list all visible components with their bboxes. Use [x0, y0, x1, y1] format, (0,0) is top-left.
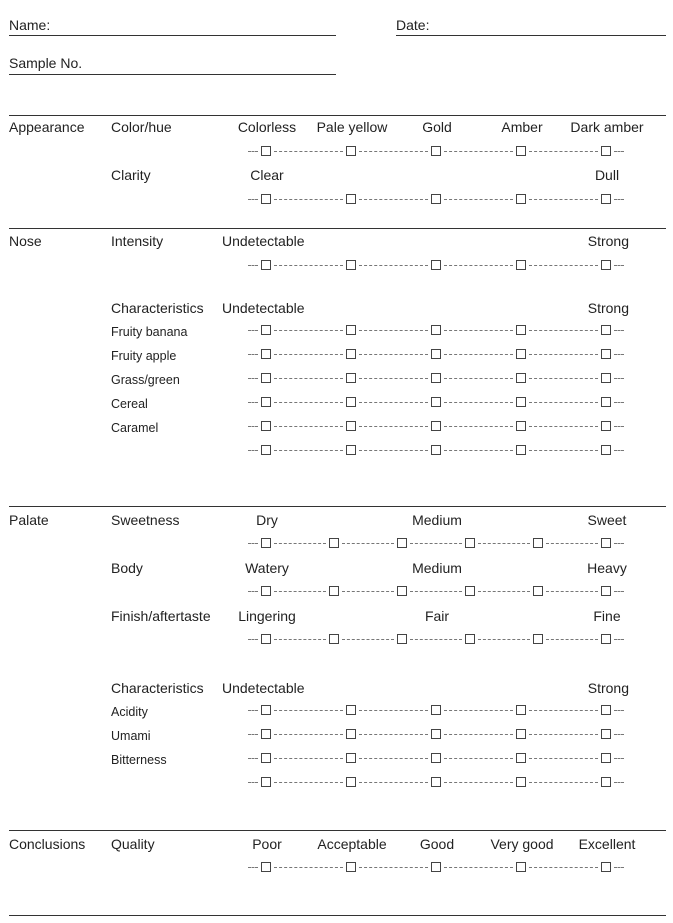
scale-dashes	[248, 639, 258, 640]
rating-checkbox[interactable]	[346, 421, 356, 431]
scale-dashes	[274, 378, 343, 379]
palate-characteristics-label: Characteristics	[111, 680, 204, 696]
scale-dashes	[614, 867, 624, 868]
rating-checkbox[interactable]	[465, 538, 475, 548]
rating-checkbox[interactable]	[346, 862, 356, 872]
scale-dashes	[274, 758, 343, 759]
rating-checkbox[interactable]	[601, 445, 611, 455]
scale-dashes	[274, 402, 343, 403]
scale-dashes	[248, 199, 258, 200]
quality-option: Poor	[252, 836, 282, 852]
sweetness-high-label: Sweet	[587, 512, 627, 528]
scale-dashes	[359, 782, 428, 783]
rating-checkbox[interactable]	[601, 373, 611, 383]
divider	[9, 506, 666, 507]
quality-label: Quality	[111, 836, 155, 852]
palate-item-scale	[246, 704, 626, 718]
scale-dashes	[614, 734, 624, 735]
rating-checkbox[interactable]	[601, 194, 611, 204]
scale-dashes	[478, 639, 530, 640]
rating-checkbox[interactable]	[465, 586, 475, 596]
scale-dashes	[248, 591, 258, 592]
nose-item-scale	[246, 324, 626, 338]
scale-dashes	[248, 265, 258, 266]
scale-dashes	[529, 151, 598, 152]
rating-checkbox[interactable]	[601, 260, 611, 270]
palate-item-scale	[246, 752, 626, 766]
scale-dashes	[342, 543, 394, 544]
scale-dashes	[248, 710, 258, 711]
scale-dashes	[274, 354, 343, 355]
rating-checkbox[interactable]	[465, 634, 475, 644]
nose-item-scale	[246, 420, 626, 434]
rating-checkbox[interactable]	[431, 146, 441, 156]
scale-dashes	[529, 758, 598, 759]
scale-dashes	[444, 867, 513, 868]
rating-checkbox[interactable]	[261, 538, 271, 548]
scale-dashes	[614, 591, 624, 592]
scale-dashes	[444, 758, 513, 759]
scale-dashes	[359, 450, 428, 451]
sweetness-scale	[246, 537, 626, 551]
rating-checkbox[interactable]	[346, 705, 356, 715]
rating-checkbox[interactable]	[601, 146, 611, 156]
nose-characteristics-label: Characteristics	[111, 300, 204, 316]
rating-checkbox[interactable]	[261, 373, 271, 383]
section-nose: Nose	[9, 233, 42, 249]
body-label: Body	[111, 560, 143, 576]
rating-checkbox[interactable]	[601, 586, 611, 596]
nose-char-low-label: Undetectable	[222, 300, 305, 316]
rating-checkbox[interactable]	[431, 260, 441, 270]
scale-dashes	[274, 543, 326, 544]
rating-checkbox[interactable]	[516, 397, 526, 407]
nose-item-label: Fruity apple	[111, 349, 177, 363]
date-field[interactable]	[396, 35, 666, 36]
nose-item-scale	[246, 396, 626, 410]
rating-checkbox[interactable]	[516, 325, 526, 335]
rating-checkbox[interactable]	[516, 260, 526, 270]
scale-dashes	[248, 402, 258, 403]
intensity-low-label: Undetectable	[222, 233, 305, 249]
scale-dashes	[359, 402, 428, 403]
scale-dashes	[529, 867, 598, 868]
color-option: Pale yellow	[316, 119, 388, 135]
date-label: Date:	[396, 17, 430, 33]
rating-checkbox[interactable]	[346, 349, 356, 359]
rating-checkbox[interactable]	[516, 753, 526, 763]
palate-item-scale	[246, 728, 626, 742]
scale-dashes	[274, 734, 343, 735]
rating-checkbox[interactable]	[431, 325, 441, 335]
rating-checkbox[interactable]	[329, 538, 339, 548]
finish-label: Finish/aftertaste	[111, 608, 211, 624]
divider	[9, 915, 666, 916]
rating-checkbox[interactable]	[431, 777, 441, 787]
section-palate: Palate	[9, 512, 49, 528]
scale-dashes	[359, 867, 428, 868]
rating-checkbox[interactable]	[261, 146, 271, 156]
rating-checkbox[interactable]	[261, 194, 271, 204]
rating-checkbox[interactable]	[261, 777, 271, 787]
scale-dashes	[359, 199, 428, 200]
rating-checkbox[interactable]	[516, 373, 526, 383]
rating-checkbox[interactable]	[261, 729, 271, 739]
rating-checkbox[interactable]	[533, 538, 543, 548]
color-option: Amber	[501, 119, 543, 135]
body-scale	[246, 585, 626, 599]
quality-option: Very good	[490, 836, 554, 852]
intensity-label: Intensity	[111, 233, 164, 249]
rating-checkbox[interactable]	[329, 586, 339, 596]
name-field[interactable]	[9, 35, 336, 36]
rating-checkbox[interactable]	[431, 705, 441, 715]
clarity-label: Clarity	[111, 167, 151, 183]
rating-checkbox[interactable]	[601, 349, 611, 359]
rating-checkbox[interactable]	[601, 397, 611, 407]
scale-dashes	[546, 591, 598, 592]
scale-dashes	[359, 330, 428, 331]
scale-dashes	[614, 402, 624, 403]
scale-dashes	[274, 199, 343, 200]
nose-item-label: Fruity banana	[111, 325, 188, 339]
rating-checkbox[interactable]	[431, 753, 441, 763]
rating-checkbox[interactable]	[601, 753, 611, 763]
scale-dashes	[359, 354, 428, 355]
nose-item-label: Cereal	[111, 397, 148, 411]
rating-checkbox[interactable]	[346, 445, 356, 455]
finish-low-label: Lingering	[238, 608, 296, 624]
quality-option: Good	[419, 836, 455, 852]
scale-dashes	[614, 199, 624, 200]
scale-dashes	[248, 330, 258, 331]
scale-dashes	[410, 591, 462, 592]
scale-dashes	[614, 378, 624, 379]
section-conclusions: Conclusions	[9, 836, 86, 852]
scale-dashes	[614, 710, 624, 711]
scale-dashes	[529, 354, 598, 355]
scale-dashes	[359, 710, 428, 711]
scale-dashes	[274, 867, 343, 868]
scale-dashes	[444, 354, 513, 355]
scale-dashes	[444, 265, 513, 266]
palate-item-label: Bitterness	[111, 753, 167, 767]
quality-option: Acceptable	[317, 836, 387, 852]
rating-checkbox[interactable]	[261, 349, 271, 359]
rating-checkbox[interactable]	[601, 634, 611, 644]
divider	[9, 830, 666, 831]
rating-checkbox[interactable]	[431, 445, 441, 455]
scale-dashes	[614, 639, 624, 640]
rating-checkbox[interactable]	[261, 634, 271, 644]
rating-checkbox[interactable]	[261, 753, 271, 763]
nose-item-label: Grass/green	[111, 373, 180, 387]
scale-dashes	[529, 402, 598, 403]
rating-checkbox[interactable]	[397, 586, 407, 596]
section-appearance: Appearance	[9, 119, 85, 135]
name-label: Name:	[9, 17, 51, 33]
scale-dashes	[444, 330, 513, 331]
scale-dashes	[248, 734, 258, 735]
rating-checkbox[interactable]	[261, 445, 271, 455]
scale-dashes	[274, 639, 326, 640]
scale-dashes	[614, 426, 624, 427]
rating-checkbox[interactable]	[261, 705, 271, 715]
body-low-label: Watery	[245, 560, 289, 576]
quality-scale	[246, 861, 626, 875]
clarity-scale	[246, 193, 626, 207]
rating-checkbox[interactable]	[601, 421, 611, 431]
scale-dashes	[359, 734, 428, 735]
scale-dashes	[614, 151, 624, 152]
rating-checkbox[interactable]	[346, 260, 356, 270]
nose-item-scale	[246, 372, 626, 386]
scale-dashes	[248, 867, 258, 868]
scale-dashes	[359, 265, 428, 266]
scale-dashes	[614, 265, 624, 266]
nose-item-label: Caramel	[111, 421, 159, 435]
scale-dashes	[529, 782, 598, 783]
scale-dashes	[248, 450, 258, 451]
quality-option: Excellent	[578, 836, 636, 852]
rating-checkbox[interactable]	[516, 705, 526, 715]
scale-dashes	[444, 450, 513, 451]
rating-checkbox[interactable]	[533, 586, 543, 596]
scale-dashes	[342, 591, 394, 592]
rating-checkbox[interactable]	[431, 194, 441, 204]
rating-checkbox[interactable]	[533, 634, 543, 644]
rating-checkbox[interactable]	[346, 373, 356, 383]
rating-checkbox[interactable]	[346, 397, 356, 407]
rating-checkbox[interactable]	[346, 777, 356, 787]
clarity-high-label: Dull	[594, 167, 620, 183]
scale-dashes	[248, 758, 258, 759]
rating-checkbox[interactable]	[261, 260, 271, 270]
scale-dashes	[248, 354, 258, 355]
rating-checkbox[interactable]	[346, 325, 356, 335]
color-option: Colorless	[237, 119, 297, 135]
rating-checkbox[interactable]	[346, 146, 356, 156]
rating-checkbox[interactable]	[431, 421, 441, 431]
scale-dashes	[359, 426, 428, 427]
rating-checkbox[interactable]	[431, 862, 441, 872]
rating-checkbox[interactable]	[516, 146, 526, 156]
scale-dashes	[248, 782, 258, 783]
scale-dashes	[248, 378, 258, 379]
scale-dashes	[359, 758, 428, 759]
rating-checkbox[interactable]	[601, 705, 611, 715]
scale-dashes	[444, 734, 513, 735]
rating-checkbox[interactable]	[261, 862, 271, 872]
sweetness-mid-label: Medium	[412, 512, 462, 528]
finish-high-label: Fine	[593, 608, 621, 624]
clarity-low-label: Clear	[250, 167, 284, 183]
divider	[9, 228, 666, 229]
scale-dashes	[274, 710, 343, 711]
sweetness-low-label: Dry	[256, 512, 278, 528]
color-hue-label: Color/hue	[111, 119, 172, 135]
finish-scale	[246, 633, 626, 647]
scale-dashes	[410, 639, 462, 640]
nose-char-high-label: Strong	[587, 300, 629, 316]
sweetness-label: Sweetness	[111, 512, 180, 528]
rating-checkbox[interactable]	[346, 194, 356, 204]
intensity-scale	[246, 259, 626, 273]
rating-checkbox[interactable]	[516, 777, 526, 787]
body-high-label: Heavy	[587, 560, 627, 576]
rating-checkbox[interactable]	[601, 325, 611, 335]
scale-dashes	[342, 639, 394, 640]
scale-dashes	[529, 330, 598, 331]
rating-checkbox[interactable]	[516, 421, 526, 431]
scale-dashes	[248, 151, 258, 152]
scale-dashes	[248, 426, 258, 427]
rating-checkbox[interactable]	[397, 634, 407, 644]
rating-checkbox[interactable]	[601, 729, 611, 739]
color-option: Dark amber	[570, 119, 644, 135]
scale-dashes	[274, 426, 343, 427]
rating-checkbox[interactable]	[601, 538, 611, 548]
scale-dashes	[529, 378, 598, 379]
rating-checkbox[interactable]	[431, 349, 441, 359]
rating-checkbox[interactable]	[516, 194, 526, 204]
palate-char-low-label: Undetectable	[222, 680, 305, 696]
rating-checkbox[interactable]	[601, 777, 611, 787]
rating-checkbox[interactable]	[516, 445, 526, 455]
scale-dashes	[529, 426, 598, 427]
palate-item-scale-blank	[246, 776, 626, 790]
scale-dashes	[478, 591, 530, 592]
finish-mid-label: Fair	[424, 608, 450, 624]
color-option: Gold	[422, 119, 452, 135]
scale-dashes	[614, 354, 624, 355]
scale-dashes	[529, 734, 598, 735]
scale-dashes	[614, 543, 624, 544]
color-hue-scale	[246, 145, 626, 159]
palate-item-label: Acidity	[111, 705, 148, 719]
palate-item-label: Umami	[111, 729, 151, 743]
scale-dashes	[444, 782, 513, 783]
scale-dashes	[529, 710, 598, 711]
nose-item-scale-blank	[246, 444, 626, 458]
palate-char-high-label: Strong	[587, 680, 629, 696]
rating-checkbox[interactable]	[261, 421, 271, 431]
body-mid-label: Medium	[412, 560, 462, 576]
scale-dashes	[546, 543, 598, 544]
scale-dashes	[444, 378, 513, 379]
scale-dashes	[444, 426, 513, 427]
rating-checkbox[interactable]	[261, 586, 271, 596]
rating-checkbox[interactable]	[431, 729, 441, 739]
scale-dashes	[614, 330, 624, 331]
rating-checkbox[interactable]	[329, 634, 339, 644]
scale-dashes	[274, 450, 343, 451]
scale-dashes	[444, 402, 513, 403]
rating-checkbox[interactable]	[431, 397, 441, 407]
sample-field[interactable]	[9, 74, 336, 75]
scale-dashes	[529, 199, 598, 200]
scale-dashes	[478, 543, 530, 544]
scale-dashes	[614, 450, 624, 451]
scale-dashes	[274, 330, 343, 331]
nose-item-scale	[246, 348, 626, 362]
scale-dashes	[444, 710, 513, 711]
intensity-high-label: Strong	[587, 233, 629, 249]
rating-checkbox[interactable]	[516, 349, 526, 359]
rating-checkbox[interactable]	[261, 397, 271, 407]
scale-dashes	[274, 591, 326, 592]
scale-dashes	[274, 782, 343, 783]
scale-dashes	[614, 758, 624, 759]
rating-checkbox[interactable]	[516, 862, 526, 872]
rating-checkbox[interactable]	[431, 373, 441, 383]
scale-dashes	[444, 151, 513, 152]
scale-dashes	[529, 265, 598, 266]
sample-label: Sample No.	[9, 55, 83, 71]
scale-dashes	[274, 265, 343, 266]
rating-checkbox[interactable]	[516, 729, 526, 739]
scale-dashes	[359, 378, 428, 379]
rating-checkbox[interactable]	[346, 729, 356, 739]
scale-dashes	[274, 151, 343, 152]
scale-dashes	[410, 543, 462, 544]
scale-dashes	[546, 639, 598, 640]
rating-checkbox[interactable]	[261, 325, 271, 335]
scale-dashes	[529, 450, 598, 451]
rating-checkbox[interactable]	[397, 538, 407, 548]
scale-dashes	[359, 151, 428, 152]
rating-checkbox[interactable]	[601, 862, 611, 872]
rating-checkbox[interactable]	[346, 753, 356, 763]
scale-dashes	[614, 782, 624, 783]
divider	[9, 115, 666, 116]
scale-dashes	[444, 199, 513, 200]
scale-dashes	[248, 543, 258, 544]
